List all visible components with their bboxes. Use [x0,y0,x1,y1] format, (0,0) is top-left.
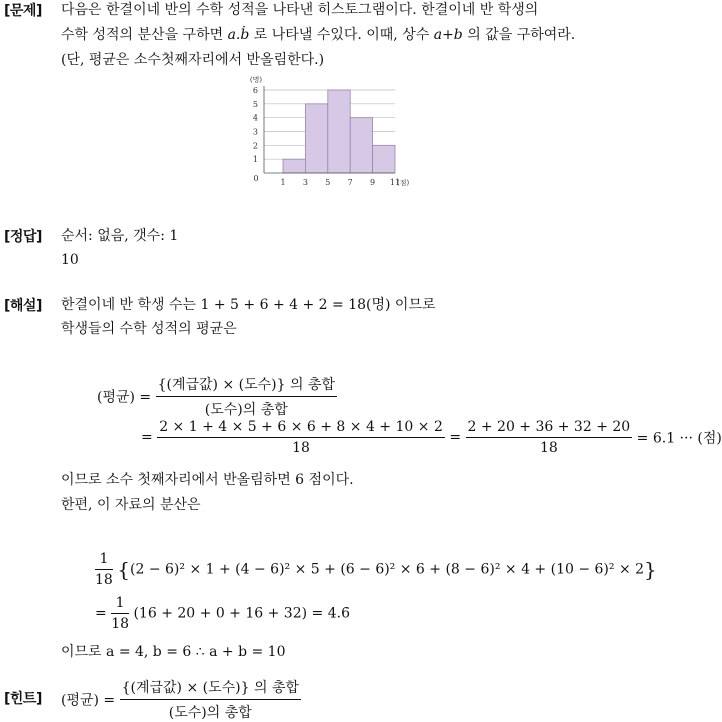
y-tick-label-1: 1 [252,155,258,165]
x-tick-label-3: 3 [302,178,308,187]
solution-line-3: 이므로 소수 첫째자리에서 반올림하면 6 점이다. [61,472,354,488]
variance-result [95,595,350,632]
y-tick-label-2: 2 [252,141,258,151]
problem-line-2-pre: 수학 성적의 분산을 구하면 [61,27,228,43]
variance-fraction-2 [111,595,129,632]
answer-line-2: 10 [61,252,79,268]
mean-fraction-numerator: {(계급값) × (도수)} 의 총합 [156,374,337,397]
y-tick-label-3: 3 [252,127,258,137]
solution-line-4: 한편, 이 자료의 분산은 [61,497,201,513]
calc-result: = 6.1 ··· (점) [636,430,722,447]
problem-line-2-post: 의 값을 구하여라. [462,27,576,43]
solution-line-5: 이므로 a = 4, b = 6 ∴ a + b = 10 [61,644,286,660]
y-tick-label-4: 4 [252,113,258,123]
left-brace: { [117,557,131,582]
right-brace: } [644,557,657,582]
calc-fraction-2-numerator: 2 + 20 + 36 + 32 + 20 [466,419,633,438]
x-tick-label-5: 5 [325,178,331,187]
variance-equals-sign: = [95,605,107,622]
calc-fraction-2 [466,419,633,456]
y-tick-label-6: 6 [252,86,258,95]
answer-tag: [정답] [4,229,42,245]
x-tick-label-7: 7 [347,178,353,187]
problem-line-2-mid: 로 나타낼 수있다. 이때, 상수 [249,27,434,43]
solution-tag: [해설] [4,298,42,314]
hint-label: (평균) = [61,692,116,709]
mean-fraction [156,374,337,419]
calc-equals-sign: = [141,429,153,446]
problem-math-a-plus-b: a+b [433,27,463,43]
hint-tag: [힌트] [4,691,42,707]
variance-fraction-2-denominator: 18 [111,616,130,632]
calc-fraction-2-denominator: 18 [539,440,558,456]
problem-line-1: 다음은 한결이네 반의 수학 성적을 나타낸 히스토그램이다. 한결이네 반 학생의 [61,2,539,18]
mean-calculation [141,419,722,456]
solution-line-2: 학생들의 수학 성적의 평균은 [61,321,237,337]
variance-fraction-denominator: 18 [95,572,113,588]
problem-line-3: (단, 평균은 소수첫째자리에서 반올림한다.) [61,52,325,68]
variance-fraction [95,551,113,588]
solution-line-1: 한결이네 반 학생 수는 1 + 5 + 6 + 4 + 2 = 18(명) 이므로 [61,297,436,313]
calc-fraction-1-denominator: 18 [292,440,310,456]
x-tick-label-1: 1 [280,178,286,187]
variance-fraction-numerator: 1 [95,551,113,570]
hint-fraction-numerator: {(계급값) × (도수)} 의 총합 [120,677,301,700]
variance-sum: (16 + 20 + 0 + 16 + 32) = 4.6̇ [133,605,350,622]
calc-fraction-1 [157,419,445,456]
mean-fraction-denominator: (도수)의 총합 [204,402,288,418]
calc-equals-sign-2: = [449,429,462,446]
x-tick-label-9: 9 [370,178,376,187]
mean-formula [97,374,337,419]
histogram-chart [230,72,410,190]
histogram-bar-5-7 [328,90,350,173]
hint-formula [61,677,301,722]
x-axis-label: (점) [397,179,410,187]
mean-label: (평균) = [97,389,152,406]
histogram-bar-7-9 [350,118,372,173]
origin-label: 0 [253,174,259,183]
variance-formula [95,551,657,588]
problem-math-ab: a.ḃ [227,27,250,43]
variance-expression: (2 − 6)² × 1 + (4 − 6)² × 5 + (6 − 6)² × 6 + (8 − 6)² × 4 + (10 − 6)² × 2 [130,561,645,578]
problem-line-2 [61,25,575,45]
y-axis-label: (명) [249,76,263,84]
hint-fraction [120,677,301,722]
variance-fraction-2-numerator: 1 [111,595,129,614]
calc-fraction-1-numerator: 2 × 1 + 4 × 5 + 6 × 6 + 8 × 4 + 10 × 2 [157,419,445,438]
hint-fraction-denominator: (도수)의 총합 [168,705,252,721]
y-tick-label-5: 5 [252,99,258,109]
histogram-bar-9-11 [373,145,395,173]
histogram-bar-3-5 [305,104,327,173]
x-tick-label-11: 11 [389,178,401,187]
problem-tag: [문제] [4,3,42,19]
answer-line-1: 순서: 없음, 갯수: 1 [61,228,179,244]
histogram-bar-1-3 [283,159,305,173]
